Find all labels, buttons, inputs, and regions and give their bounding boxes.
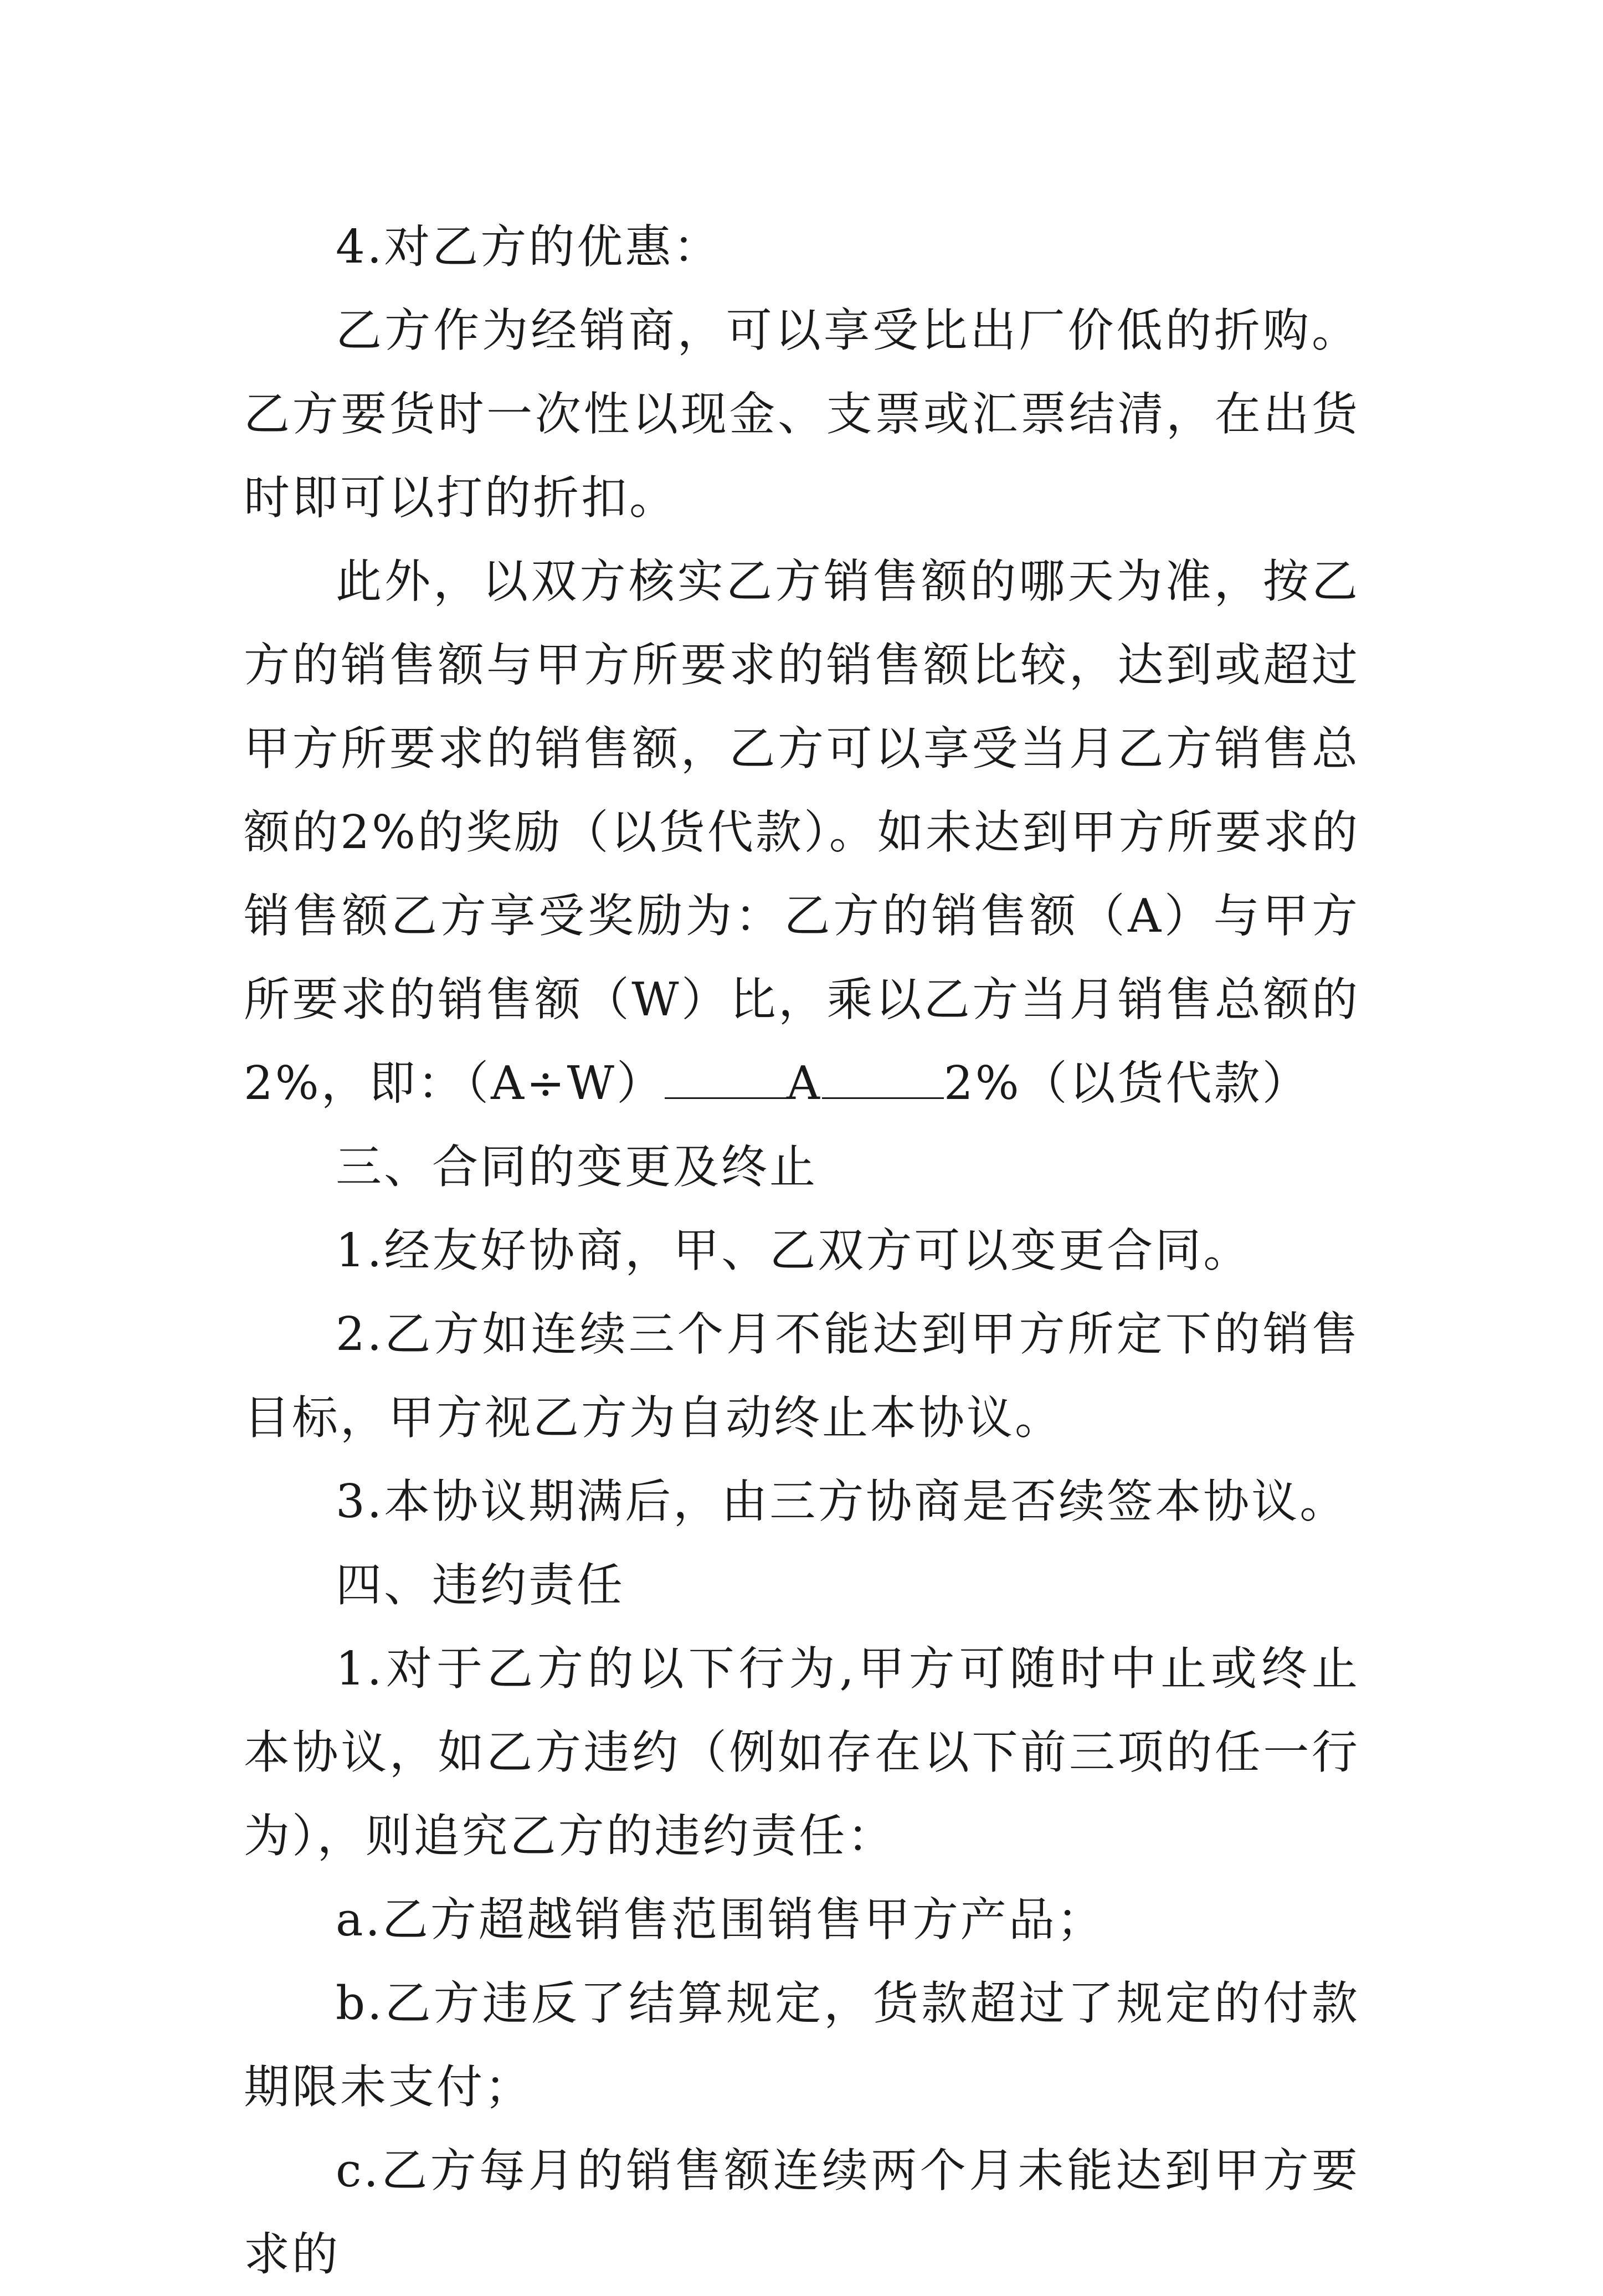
- paragraph-breach-1: 1.对于乙方的以下行为,甲方可随时中止或终止本协议，如乙方违约（例如存在以下前三项的任一行为），则追究乙方的违约责任：: [244, 1642, 1360, 1863]
- reward-text: 此外，以双方核实乙方销售额的哪天为准，按乙方的销售额与甲方所要求的销售额比较，达到或超过甲方所要求的销售额，乙方可以享受当月乙方销售总额的2%的奖励（以货代款）。如未达到甲方所要求的销售额乙方享受奖励为：乙方的销售额（A）与甲方所要求的销售额（W）比，乘以乙方当月销售总额的2%，即：（A÷W）: [244, 554, 1360, 1110]
- document-body: [244, 205, 1360, 2296]
- paragraph-discount: 乙方作为经销商，可以享受比出厂价低的折购。乙方要货时一次性以现金、支票或汇票结清，在出货时即可以打的折扣。: [244, 304, 1360, 525]
- list-item-c: c.乙方每月的销售额连续两个月未能达到甲方要求的: [244, 2144, 1360, 2281]
- paragraph-reward: [244, 540, 1360, 1125]
- list-item-b: b.乙方违反了结算规定，货款超过了规定的付款期限未支付；: [244, 1976, 1360, 2114]
- section-heading-contract-change: 三、合同的变更及终止: [336, 1140, 818, 1194]
- paragraph-change-1: 1.经友好协商，甲、乙双方可以变更合同。: [336, 1224, 1252, 1277]
- paragraph-change-2: 2.乙方如连续三个月不能达到甲方所定下的销售目标，甲方视乙方为自动终止本协议。: [244, 1307, 1360, 1445]
- formula-end: 2%（以货代款）: [943, 1056, 1311, 1110]
- section-heading-breach: 四、违约责任: [336, 1558, 625, 1612]
- paragraph-preferential-heading: 4.对乙方的优惠：: [336, 220, 722, 274]
- paragraph-change-3: 3.本协议期满后，由三方协商是否续签本协议。: [336, 1475, 1348, 1528]
- blank-line: [822, 1056, 944, 1099]
- formula-middle: A: [786, 1056, 822, 1110]
- list-item-a: a.乙方超越销售范围销售甲方产品；: [336, 1893, 1105, 1946]
- blank-line: [665, 1056, 787, 1099]
